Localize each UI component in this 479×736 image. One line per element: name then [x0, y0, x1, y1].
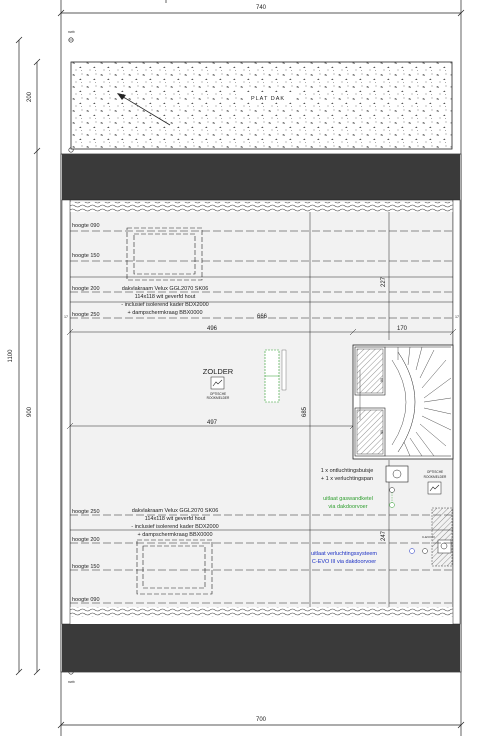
level-marker-top [68, 30, 75, 42]
wall-17-east: 17 [455, 315, 459, 319]
dim-685: 685 [302, 406, 308, 418]
height-label-south-250: hoogte 250 [72, 509, 100, 515]
svg-text:nwb: nwb [68, 680, 75, 684]
detector-center-line1: OPTISCHE [209, 392, 227, 396]
left-dimension-chain [8, 37, 40, 675]
detector-right-line2: ROOKMELDER [423, 475, 447, 479]
dim-497: 497 [206, 420, 218, 426]
skylight-south-line3: - inclusief isolerend kader BDX2000 [131, 524, 219, 530]
height-label-south-200: hoogte 200 [72, 537, 100, 543]
room-name: ZOLDER [202, 367, 234, 376]
skylight-south-line4: + dampschermkraag BBX0000 [137, 532, 213, 538]
skylight-south-line2: 114x118 wit geverfd hout [144, 516, 206, 522]
top-width-label: 740 [255, 5, 267, 11]
height-label-north-150: hoogte 150 [72, 253, 100, 259]
dim-170: 170 [396, 326, 408, 332]
flat-roof-area [71, 62, 452, 149]
detector-right-line1: OPTISCHE [426, 470, 444, 474]
bottom-width-label: 700 [255, 717, 267, 723]
dim-666: 666 [256, 314, 268, 320]
ventilation-line2: + 1 x verluchtingspan [320, 476, 374, 482]
skylight-south-line1: dakvlakraam Velux GGL2070 SK06 [131, 508, 219, 514]
north-roof-band [62, 154, 460, 200]
detector-center-line2: ROOKMELDER [206, 396, 230, 400]
ventsystem-line1: uitlaat verluchtingssysteem [310, 551, 378, 557]
stair-dim-90a: 90 [380, 378, 384, 382]
height-label-north-250: hoogte 250 [72, 312, 100, 318]
ventilation-line1: 1 x ontluchtingsbuisje [320, 468, 374, 474]
boiler-line1: uitlaat gaswandketel [323, 496, 373, 502]
svg-text:nwb: nwb [68, 30, 75, 34]
left-wall-strip [62, 200, 70, 624]
boiler-line2: via dakdoorvoer [328, 504, 368, 510]
dim-227: 227 [381, 276, 387, 288]
height-label-north-090: hoogte 090 [72, 223, 100, 229]
south-roof-band [62, 624, 460, 672]
dim-496: 496 [206, 326, 218, 332]
stair-dim-90b: 90 [380, 430, 384, 434]
top-dimension [58, 5, 464, 16]
height-label-south-150: hoogte 150 [72, 564, 100, 570]
skylight-north-line2: 114x118 wit geverfd hout [134, 294, 196, 300]
flat-roof-label: PLAT DAK [250, 96, 286, 102]
roof-depth-label: 200 [27, 91, 33, 103]
attic-depth-label: 900 [27, 406, 33, 418]
stairwell [353, 345, 453, 459]
skylight-north-line1: dakvlakraam Velux GGL2070 SK06 [121, 286, 209, 292]
skylight-north-line4: + dampschermkraag BBX0000 [127, 310, 203, 316]
dim-247: 247 [381, 530, 387, 542]
height-label-north-200: hoogte 200 [72, 286, 100, 292]
bottom-dimension [58, 717, 464, 728]
total-height-label: 1100 [8, 349, 14, 363]
unit-label: C-EVO III [422, 535, 435, 539]
smoke-detector-center [211, 377, 224, 389]
right-wall-strip [453, 200, 460, 624]
ventsystem-line2: C-EVO III via dakdoorvoer [311, 559, 377, 565]
height-label-south-090: hoogte 090 [72, 597, 100, 603]
wall-17-north: 17 [64, 315, 68, 319]
skylight-north-line3: - inclusief isolerend kader BDX2000 [121, 302, 209, 308]
smoke-detector-right [428, 482, 441, 494]
